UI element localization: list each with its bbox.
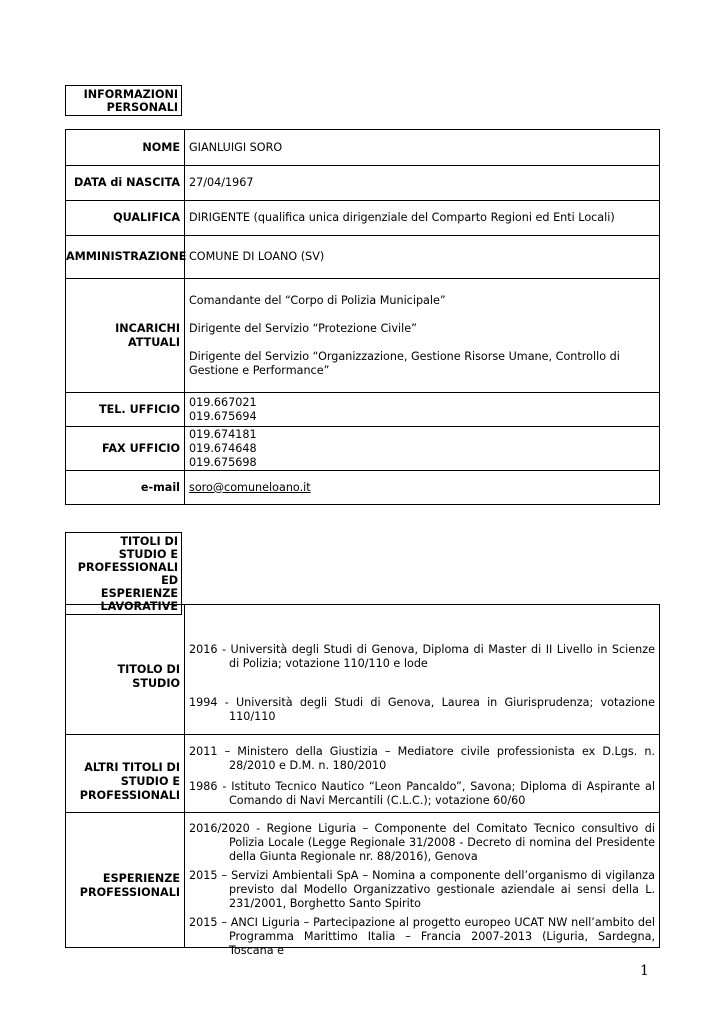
- altri-titoli-item: 1986 - Istituto Tecnico Nautico “Leon Pancaldo”, Savona; Diploma di Aspirante al Comando di Navi Mercantili (C.L.C.); votazione 60/60: [189, 780, 655, 807]
- row-incarichi: [66, 279, 660, 393]
- label-altri-titoli: ALTRI TITOLI DI STUDIO E PROFESSIONALI: [66, 735, 185, 813]
- titolo-item: 1994 - Università degli Studi di Genova, Laurea in Giurisprudenza; votazione 110/110: [189, 696, 655, 723]
- row-nome: [66, 130, 660, 166]
- value-altri-titoli: [185, 735, 660, 813]
- label-esperienze: ESPERIENZE PROFESSIONALI: [66, 813, 185, 948]
- titoli-table: [65, 604, 660, 957]
- row-qualifica: [66, 201, 660, 236]
- label-data-nascita: DATA di NASCITA: [66, 166, 185, 201]
- label-nome: NOME: [66, 130, 185, 166]
- altri-titoli-item: 2011 – Ministero della Giustizia – Mediatore civile professionista ex D.Lgs. n. 28/2010 e D.M. n. 180/2010: [189, 745, 655, 772]
- esperienza-item: 2016/2020 - Regione Liguria – Componente del Comitato Tecnico consultivo di Polizia Locale (Legge Regionale 31/2008 - Decreto di nomina del Presidente della Giunta Regionale nr. 88/2016), Genova: [189, 822, 655, 863]
- value-data-nascita: 27/04/1967: [185, 166, 660, 201]
- tel-number: 019.675694: [189, 409, 257, 423]
- value-email: [185, 471, 660, 505]
- value-titolo-studio: [185, 605, 660, 735]
- fax-number: 019.675698: [189, 455, 257, 469]
- label-email: e-mail: [66, 471, 185, 505]
- value-fax: [185, 427, 660, 471]
- label-titolo-studio: TITOLO DI STUDIO: [66, 605, 185, 735]
- titolo-item: 2016 - Università degli Studi di Genova, Diploma di Master di II Livello in Scienze di Polizia; votazione 110/110 e lode: [189, 643, 655, 670]
- value-nome: GIANLUIGI SORO: [185, 130, 660, 166]
- fax-number: 019.674181: [189, 427, 257, 441]
- value-amministrazione: COMUNE DI LOANO (SV): [185, 236, 660, 279]
- incarico-item: Dirigente del Servizio “Protezione Civile”: [189, 321, 417, 335]
- row-esperienze: [66, 813, 660, 948]
- value-qualifica: DIRIGENTE (qualifica unica dirigenziale del Comparto Regioni ed Enti Locali): [185, 201, 660, 236]
- section-title-personal: INFORMAZIONI PERSONALI: [65, 85, 182, 116]
- label-qualifica: QUALIFICA: [66, 201, 185, 236]
- label-incarichi: INCARICHI ATTUALI: [66, 279, 185, 393]
- page-number: 1: [640, 963, 649, 979]
- incarico-item: Comandante del “Corpo di Polizia Municipale”: [189, 293, 446, 307]
- incarico-item: Dirigente del Servizio “Organizzazione, Gestione Risorse Umane, Controllo di Gestione e Performance”: [189, 349, 620, 377]
- row-altri-titoli: [66, 735, 660, 813]
- row-email: [66, 471, 660, 505]
- row-titolo-studio: [66, 605, 660, 735]
- esperienza-item: 2015 – ANCI Liguria – Partecipazione al progetto europeo UCAT NW nell’ambito del Programma Marittimo Italia – Francia 2007-2013 (Liguria, Sardegna, Toscana e: [189, 916, 655, 957]
- personal-info-table: [65, 129, 660, 505]
- email-link[interactable]: soro@comuneloano.it: [189, 480, 311, 494]
- esperienza-item: 2015 – Servizi Ambientali SpA – Nomina a componente dell’organismo di vigilanza previsto dal Modello Organizzativo gestionale aziendale ai sensi della L. 231/2001, Borghetto Santo Spirito: [189, 869, 655, 910]
- fax-number: 019.674648: [189, 441, 257, 455]
- value-incarichi: [185, 279, 660, 393]
- row-amministrazione: [66, 236, 660, 279]
- row-data-nascita: [66, 166, 660, 201]
- value-tel: [185, 393, 660, 427]
- label-fax: FAX UFFICIO: [66, 427, 185, 471]
- value-esperienze: [185, 813, 660, 957]
- row-tel: [66, 393, 660, 427]
- row-fax: [66, 427, 660, 471]
- label-tel: TEL. UFFICIO: [66, 393, 185, 427]
- label-amministrazione: AMMINISTRAZIONE: [66, 236, 185, 279]
- tel-number: 019.667021: [189, 395, 257, 409]
- section-title-titoli: TITOLI DI STUDIO E PROFESSIONALI ED ESPERIENZE LAVORATIVE: [65, 532, 182, 615]
